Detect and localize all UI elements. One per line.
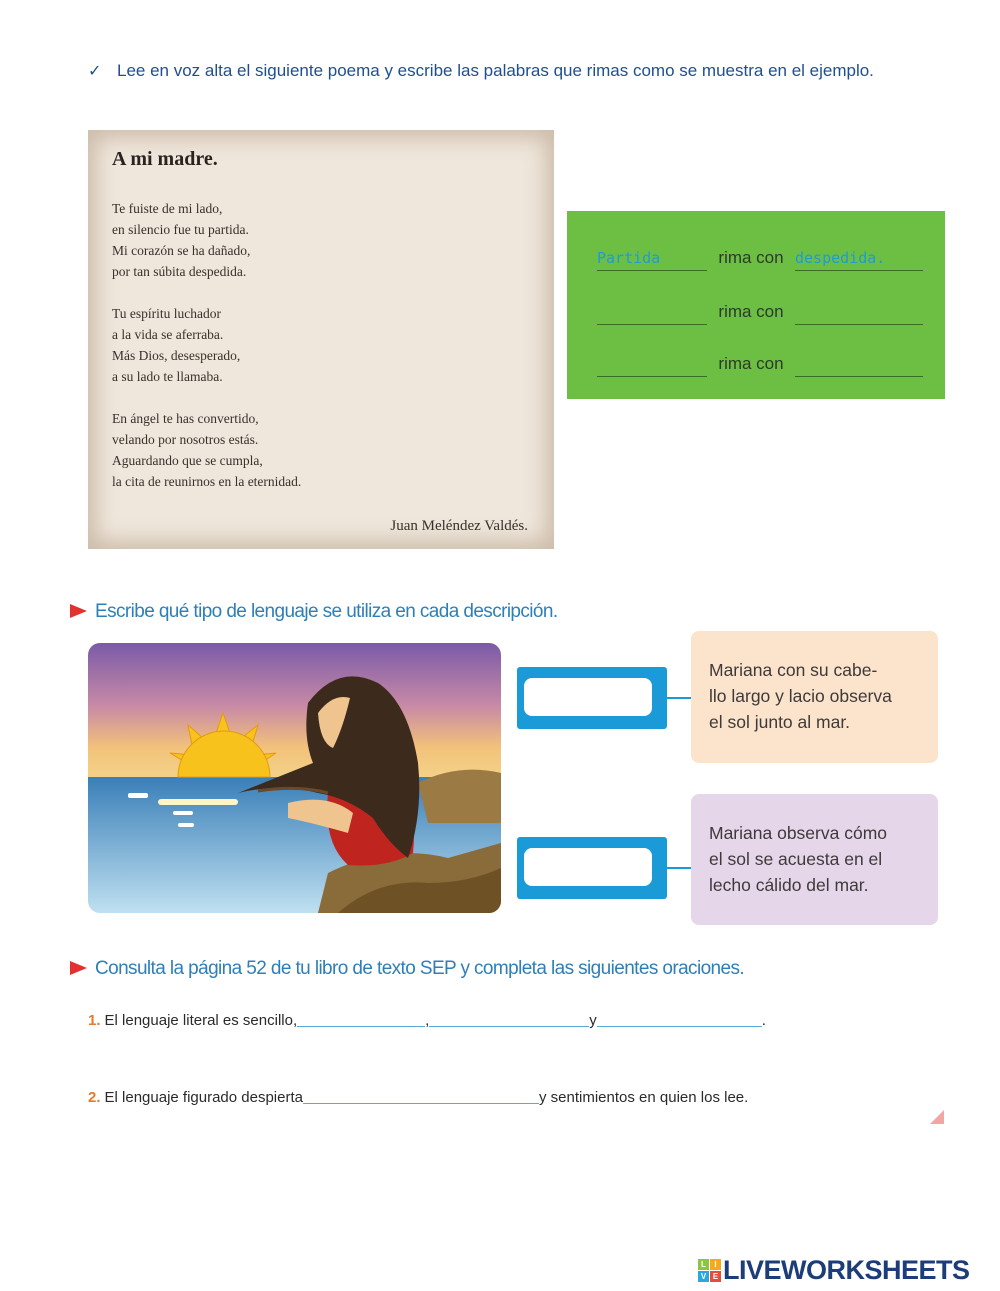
language-type-box-1 [517,667,667,729]
rhyme-connector: rima con [718,302,784,321]
poem-line: la cita de reunirnos en la eternidad. [112,474,302,489]
page-corner-mark [930,1110,944,1124]
rhyme-connector: rima con [718,248,784,267]
logo-letter: I [710,1259,721,1270]
sentence-2-blank-1[interactable] [303,1090,539,1104]
description-line: el sol se acuesta en el [709,849,883,869]
poem-line: a su lado te llamaba. [112,369,223,384]
sentence-1 [88,1012,766,1029]
section-title: Escribe qué tipo de lenguaje se utiliza en cada descripción. [95,601,558,622]
logo-letter: E [710,1271,721,1282]
connector-dot [652,695,657,700]
logo-letter: V [698,1271,709,1282]
rhyme-left-input[interactable] [597,301,707,325]
poem-line: En ángel te has convertido, [112,411,259,426]
rhyme-left-input[interactable]: Partida [597,247,707,271]
sunset-girl-image [88,643,501,913]
section-heading-sentences [70,958,744,980]
sentence-1-blank-1[interactable] [297,1013,425,1027]
section-title: Consulta la página 52 de tu libro de texto SEP y completa las siguientes oraciones. [95,958,745,979]
poem-line: Más Dios, desesperado, [112,348,241,363]
poem-stanza-1 [112,198,250,282]
rhyme-row [567,347,945,377]
rhyme-connector: rima con [718,354,784,373]
sentence-2 [88,1089,748,1106]
description-literal [691,631,938,763]
sunset-illustration [88,643,501,913]
sentence-1-blank-2[interactable] [429,1013,589,1027]
section-heading-language [70,601,558,623]
logo-text: LIVEWORKSHEETS [723,1255,970,1285]
sentence-end: y sentimientos en quien los lee. [539,1089,749,1106]
sentence-separator: , [425,1012,430,1029]
poem-title: A mi madre. [112,148,218,170]
sentence-end: . [761,1012,766,1029]
rhyme-right-input[interactable] [795,353,923,377]
poem-card [88,130,554,549]
description-line: llo largo y lacio observa [709,686,892,706]
sentence-number: 2. [88,1089,101,1106]
rhyme-right-input[interactable]: despedida. [795,247,923,271]
poem-line: Te fuiste de mi lado, [112,201,223,216]
description-line: Mariana con su cabe- [709,660,878,680]
description-line: lecho cálido del mar. [709,875,869,895]
sentence-text: El lenguaje figurado despierta [104,1089,303,1106]
arrow-icon [70,961,87,975]
poem-author: Juan Meléndez Valdés. [390,518,528,534]
poem-line: a la vida se aferraba. [112,327,224,342]
description-line: Mariana observa cómo [709,823,887,843]
rhyme-row [567,295,945,325]
rhyme-left-input[interactable] [597,353,707,377]
poem-stanza-2 [112,303,240,387]
poem-line: velando por nosotros estás. [112,432,259,447]
sentence-separator: y [589,1012,597,1029]
description-line: el sol junto al mar. [709,712,851,732]
poem-line: en silencio fue tu partida. [112,222,249,237]
logo-letter: L [698,1259,709,1270]
poem-line: por tan súbita despedida. [112,264,247,279]
sentence-1-blank-3[interactable] [597,1013,762,1027]
sentence-text: El lenguaje literal es sencillo, [104,1012,298,1029]
sentence-number: 1. [88,1012,101,1029]
instruction [88,60,928,82]
arrow-icon [70,604,87,618]
poem-line: Mi corazón se ha dañado, [112,243,251,258]
language-type-box-2 [517,837,667,899]
rhyme-right-input[interactable] [795,301,923,325]
rhyme-row [567,241,945,271]
poem-line: Aguardando que se cumpla, [112,453,263,468]
language-type-input-1[interactable] [524,678,652,716]
logo-icon [698,1259,721,1282]
connector-line [667,867,691,869]
connector-dot [652,865,657,870]
connector-line [667,697,691,699]
description-figurative [691,794,938,925]
instruction-text: Lee en voz alta el siguiente poema y escribe las palabras que rimas como se muestra en el ejemplo. [117,61,874,80]
poem-line: Tu espíritu luchador [112,306,221,321]
checkmark-icon: ✓ [88,61,102,80]
rhyme-panel [567,211,945,399]
poem-stanza-3 [112,408,301,492]
language-type-input-2[interactable] [524,848,652,886]
